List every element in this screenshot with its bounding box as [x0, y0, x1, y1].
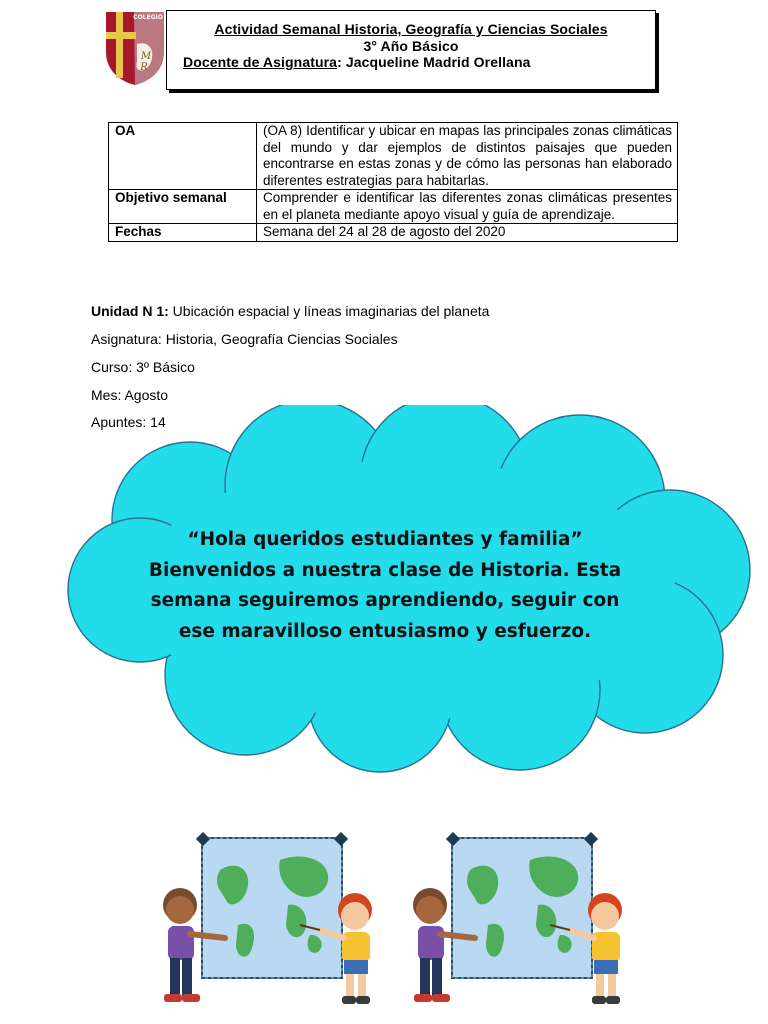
- teacher-label: Docente de Asignatura: [183, 54, 338, 70]
- row-label-objetivo: Objetivo semanal: [109, 190, 257, 224]
- objectives-table: [108, 122, 678, 242]
- welcome-message: [140, 525, 630, 647]
- apuntes-line: Apuntes: 14: [91, 414, 166, 430]
- message-line-1: “Hola queridos estudiantes y familia”: [187, 529, 583, 550]
- grade-level: 3° Año Básico: [363, 38, 459, 54]
- message-line-3: semana seguiremos aprendiendo, seguir con: [150, 590, 620, 611]
- mes-line: Mes: Agosto: [91, 387, 169, 403]
- row-value-fechas: Semana del 24 al 28 de agosto del 2020: [257, 224, 678, 242]
- table-row: [109, 123, 678, 190]
- message-line-2: Bienvenidos a nuestra clase de Historia. Esta: [148, 559, 622, 581]
- activity-title: Actividad Semanal Historia, Geografía y Ciencias Sociales: [214, 21, 608, 37]
- table-row: [109, 190, 678, 224]
- teacher-sep: :: [337, 54, 342, 70]
- row-label-fechas: Fechas: [109, 224, 257, 242]
- teacher-line: [183, 54, 530, 70]
- message-line-4: ese maravilloso entusiasmo y esfuerzo.: [178, 620, 592, 642]
- kids-map-illustration: [150, 830, 380, 1015]
- teacher-name: Jacqueline Madrid Orellana: [341, 54, 531, 70]
- unidad-line: [91, 303, 489, 319]
- row-label-oa: OA: [109, 123, 257, 190]
- svg-text:M: M: [140, 51, 152, 62]
- unidad-value: Ubicación espacial y líneas imaginarias del planeta: [168, 303, 490, 319]
- svg-text:R: R: [140, 62, 148, 73]
- unidad-label: Unidad N 1:: [91, 303, 169, 319]
- kids-map-illustration-2: [400, 830, 630, 1015]
- row-value-objetivo: Comprender e identificar las diferentes zonas climáticas presentes en el planeta mediante apoyo visual y guía de aprendizaje.: [257, 190, 678, 224]
- school-crest-logo: [104, 10, 166, 86]
- svg-text:COLEGIO: COLEGIO: [133, 14, 163, 21]
- table-row: [109, 224, 678, 242]
- row-value-oa: (OA 8) Identificar y ubicar en mapas las principales zonas climáticas del mundo y dar ejemplos de distintos paisajes que pueden encontrarse en estas zonas y de cómo las personas han elaborado diferentes estrategias para habitarlas.: [257, 123, 678, 190]
- header-box: [166, 10, 656, 90]
- curso-line: Curso: 3º Básico: [91, 359, 195, 375]
- asignatura-line: Asignatura: Historia, Geografía Ciencias Sociales: [91, 331, 398, 347]
